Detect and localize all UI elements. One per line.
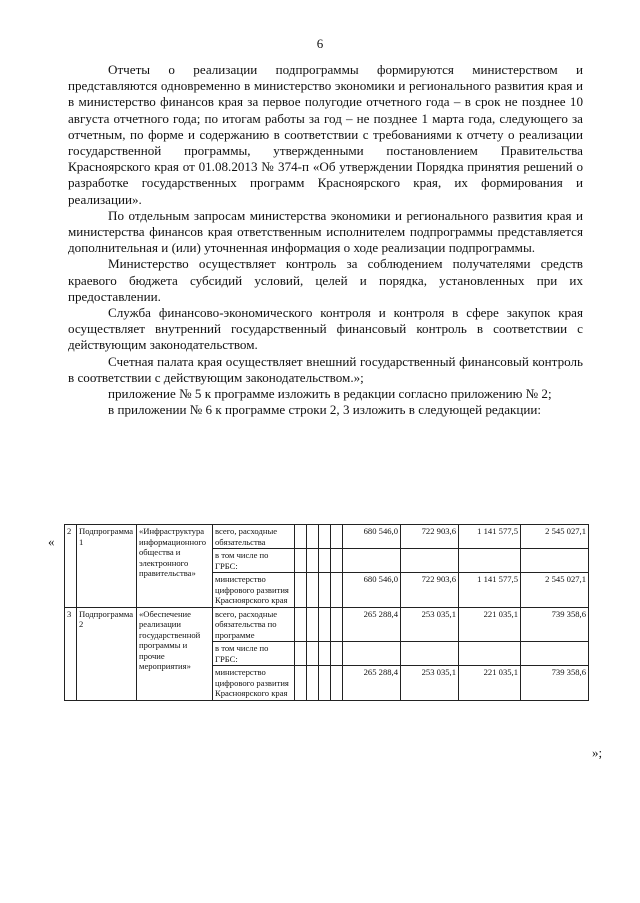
value-cell: 253 035,1 bbox=[401, 607, 459, 642]
ministry-label: министерство цифрового развития Красноярского края bbox=[213, 666, 295, 701]
value-cell: 2 545 027,1 bbox=[521, 573, 589, 608]
table-row bbox=[65, 607, 589, 642]
opening-quote: « bbox=[48, 534, 55, 549]
paragraph-accounts-chamber: Счетная палата края осуществляет внешний государственный финансовый контроль в соответствии с действующим законодательством.»; bbox=[68, 353, 583, 385]
grbs-label: в том числе по ГРБС: bbox=[213, 642, 295, 666]
value-cell: 221 035,1 bbox=[459, 666, 521, 701]
grbs-label: в том числе по ГРБС: bbox=[213, 549, 295, 573]
value-cell: 722 903,6 bbox=[401, 525, 459, 549]
subprogram-name: Подпрограмма 2 bbox=[77, 607, 137, 700]
paragraph-financial-control-service: Служба финансово-экономического контроля и контроля в сфере закупок края осуществляет внутренний государственный финансовый контроль в соответствии с действующим законодательством. bbox=[68, 305, 583, 353]
value-cell: 680 546,0 bbox=[343, 573, 401, 608]
value-cell: 265 288,4 bbox=[343, 607, 401, 642]
value-cell: 739 358,6 bbox=[521, 666, 589, 701]
budget-table bbox=[64, 524, 589, 701]
table-row bbox=[65, 525, 589, 549]
value-cell: 221 035,1 bbox=[459, 607, 521, 642]
body-text bbox=[68, 62, 583, 418]
row-number: 2 bbox=[65, 525, 77, 608]
expense-label: всего, расходные обязательства по программе bbox=[213, 607, 295, 642]
value-cell: 253 035,1 bbox=[401, 666, 459, 701]
value-cell: 722 903,6 bbox=[401, 573, 459, 608]
value-cell: 1 141 577,5 bbox=[459, 525, 521, 549]
paragraph-appendix-6: в приложении № 6 к программе строки 2, 3 изложить в следующей редакции: bbox=[108, 402, 542, 418]
paragraph-appendix-5: приложение № 5 к программе изложить в редакции согласно приложению № 2; bbox=[108, 386, 552, 402]
closing-quote: »; bbox=[592, 745, 603, 760]
value-cell: 2 545 027,1 bbox=[521, 525, 589, 549]
value-cell: 1 141 577,5 bbox=[459, 573, 521, 608]
value-cell: 739 358,6 bbox=[521, 607, 589, 642]
subprogram-name: Подпрограмма 1 bbox=[77, 525, 137, 608]
subprogram-title: «Инфраструктура информационного общества и электронного правительства» bbox=[137, 525, 213, 608]
paragraph-ministry-control: Министерство осуществляет контроль за соблюдением получателями средств краевого бюджета субсидий условий, целей и порядка, установленных при их предоставлении. bbox=[68, 256, 583, 304]
value-cell: 265 288,4 bbox=[343, 666, 401, 701]
paragraph-reports: Отчеты о реализации подпрограммы формируются министерством и представляются одновременно в министерство экономики и регионального развития края и в министерство финансов края за первое полугодие отчетного года – в срок не позднее 10 августа отчетного года; по итогам работы за год – не позднее 1 марта года, следующего за отчетным, по форме и содержанию в соответствии с требованиями к отчету о реализации государственной программы, утвержденными постановлением Правительства Красноярского края от 01.08.2013 № 374-п «Об утверждении Порядка принятия решений о разработке государственных программ Красноярского края, их формирования и реализации». bbox=[68, 62, 583, 207]
expense-label: всего, расходные обязательства bbox=[213, 525, 295, 549]
ministry-label: министерство цифрового развития Красноярского края bbox=[213, 573, 295, 608]
row-number: 3 bbox=[65, 607, 77, 700]
paragraph-requests: По отдельным запросам министерства экономики и регионального развития края и министерства финансов края ответственным исполнителем подпрограммы представляется дополнительная и (или) уточненная информация о ходе реализации подпрограммы. bbox=[68, 207, 583, 256]
page-number: 6 bbox=[316, 36, 324, 51]
subprogram-title: «Обеспечение реализации государственной программы и прочие мероприятия» bbox=[137, 607, 213, 700]
value-cell: 680 546,0 bbox=[343, 525, 401, 549]
